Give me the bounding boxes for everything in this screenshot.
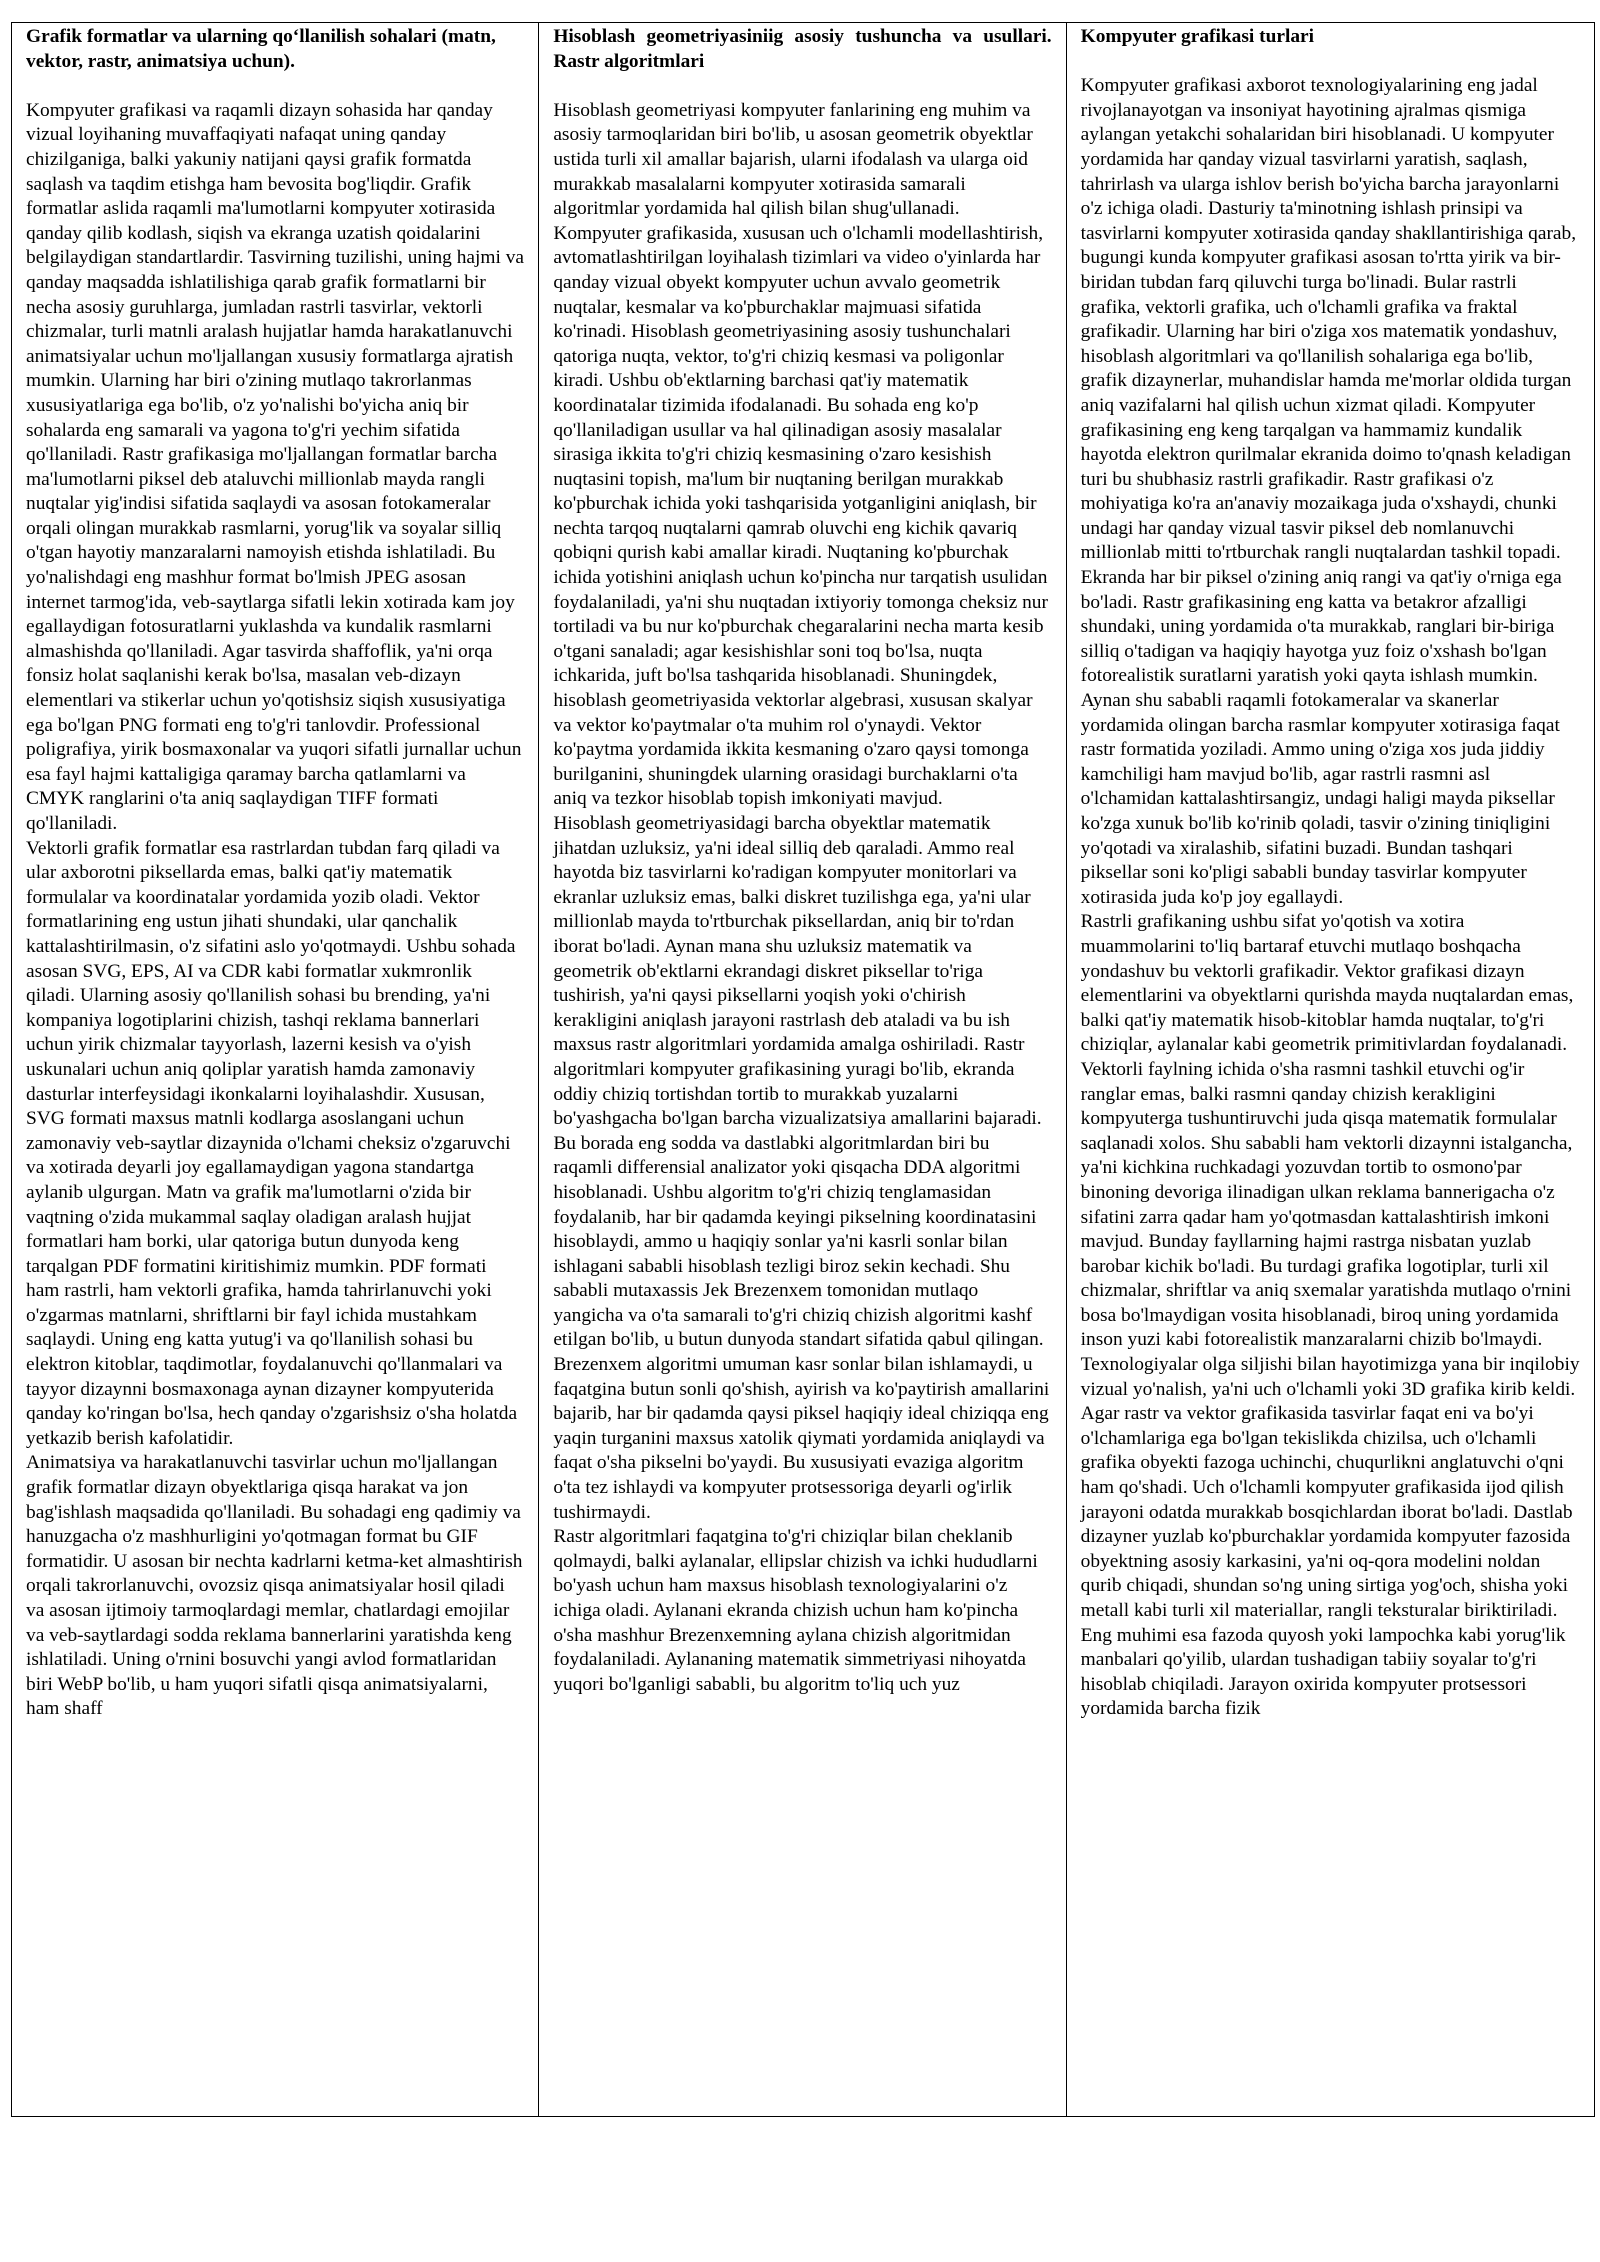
column-computational-geometry bbox=[538, 23, 1065, 2116]
column-graphics-types bbox=[1066, 23, 1594, 2116]
paragraph: Hisoblash geometriyasi kompyuter fanlarining eng muhim va asosiy tarmoqlaridan biri bo'lib, u asosan geometrik obyektlar ustida turli xil amallar bajarish, ularni ifodalash va ularga oid murakkab masalalarni kompyuter xotirasida samarali algoritmlar yordamida hal qilish bilan shug'ullanadi. Kompyuter grafikasida, xususan uch o'lchamli modellashtirish, avtomatlashtirilgan loyihalash tizimlari va video o'yinlarda har qanday vizual obyekt kompyuter uchun avvalo geometrik nuqtalar, kesmalar va ko'pburchaklar majmuasi sifatida ko'rinadi. Hisoblash geometriyasining asosiy tushunchalari qatoriga nuqta, vektor, to'g'ri chiziq kesmasi va poligonlar kiradi. Ushbu ob'ektlarning barchasi qat'iy matematik koordinatalar tizimida ifodalanadi. Bu sohada eng ko'p qo'llaniladigan usullar va hal qilinadigan asosiy masalalar sirasiga ikkita to'g'ri chiziq kesmasining o'zaro kesishish nuqtasini topish, ma'lum bir nuqtaning berilgan murakkab ko'pburchak ichida yoki tashqarisida yotganligini aniqlash, bir nechta tarqoq nuqtalarni qamrab oluvchi eng kichik qavariq qobiqni qurish kabi amallar kiradi. Nuqtaning ko'pburchak ichida yotishini aniqlash uchun ko'pincha nur tarqatish usulidan foydalaniladi, ya'ni shu nuqtadan ixtiyoriy tomonga cheksiz nur tortiladi va bu nur ko'pburchak chegaralarini necha marta kesib o'tgani sanaladi; agar kesishishlar soni toq bo'lsa, nuqta ichkarida, juft bo'lsa tashqarida hisoblanadi. Shuningdek, hisoblash geometriyasida vektorlar algebrasi, xususan skalyar va vektor ko'paytmalar o'ta muhim rol o'ynaydi. Vektor ko'paytma yordamida ikkita kesmaning o'zaro qaysi tomonga burilganini, shuningdek ularning orasidagi burchaklarni o'ta aniq va tezkor hisoblab topish imkoniyati mavjud. bbox=[553, 99, 1048, 810]
column-title: Grafik formatlar va ularning qo‘llanilish sohalari (matn, vektor, rastr, animatsiya uchun). bbox=[26, 26, 496, 72]
paragraph: Animatsiya va harakatlanuvchi tasvirlar uchun mo'ljallangan grafik formatlar dizayn obyektlariga qisqa harakat va jon bag'ishlash maqsadida qo'llaniladi. Bu sohadagi eng qadimiy va hanuzgacha o'z mashhurligini yo'qotmagan format bu GIF formatidir. U asosan bir nechta kadrlarni ketma-ket almashtirish orqali takrorlanuvchi, ovozsiz qisqa animatsiyalar hosil qiladi va asosan ijtimoiy tarmoqlardagi memlar, chatlardagi emojilar va veb-saytlardagi sodda reklama bannerlarini yaratishda keng ishlatiladi. Uning o'rnini bosuvchi yangi avlod formatlaridan biri WebP bo'lib, u ham yuqori sifatli qisqa animatsiyalarni, ham shaff bbox=[26, 1452, 523, 1720]
paragraph: Texnologiyalar olga siljishi bilan hayotimizga yana bir inqilobiy vizual yo'nalish, ya'ni uch o'lchamli yoki 3D grafika kirib keldi. Agar rastr va vektor grafikasida tasvirlar faqat eni va bo'yi o'lchamlariga ega bo'lgan tekislikda chizilsa, uch o'lchamli grafika obyekti fazoga uchinchi, chuqurlikni anglatuvchi o'qni ham qo'shadi. Uch o'lchamli kompyuter grafikasida ijod qilish jarayoni odatda murakkab bosqichlardan iborat bo'ladi. Dastlab dizayner yuzlab ko'pburchaklar yordamida kompyuter fazosida obyektning asosiy karkasini, ya'ni oq-qora modelini noldan qurib chiqadi, shundan so'ng uning sirtiga yog'och, shisha yoki metall kabi turli xil materiallar, rangli teksturalar biriktiriladi. Eng muhimi esa fazoda quyosh yoki lampochka kabi yorug'lik manbalari qo'yilib, ulardan tushadigan tabiiy soyalar to'g'ri hisoblab chiqiladi. Jarayon oxirida kompyuter protsessori yordamida barcha fizik bbox=[1080, 1354, 1580, 1720]
paragraph: Kompyuter grafikasi axborot texnologiyalarining eng jadal rivojlanayotgan va insoniyat hayotining ajralmas qismiga aylangan yetakchi sohalaridan biri hisoblanadi. U kompyuter yordamida har qanday vizual tasvirlarni yaratish, saqlash, tahrirlash va ularga ishlov berish bo'yicha barcha jarayonlarni o'z ichiga oladi. Dasturiy ta'minotning ishlash prinsipi va tasvirlarni kompyuter xotirasida qanday shakllantirishiga qarab, bugungi kunda kompyuter grafikasi asosan to'rtta yirik va bir-biridan tubdan farq qiluvchi turga bo'linadi. Bular rastrli grafika, vektorli grafika, uch o'lchamli grafika va fraktal grafikadir. Ularning har biri o'ziga xos matematik yondashuv, hisoblash algoritmlari va qo'llanilish sohalariga ega bo'lib, grafik dizaynerlar, muhandislar hamda me'morlar oldida turgan aniq vazifalarni hal qilish uchun xizmat qiladi. Kompyuter grafikasining eng keng tarqalgan va hammamiz kundalik hayotda elektron qurilmalar ekranida doimo to'qnash keladigan turi bu shubhasiz rastrli grafikadir. Rastr grafikasi o'z mohiyatiga ko'ra an'anaviy mozaikaga juda o'xshaydi, chunki undagi har qanday vizual tasvir piksel deb nomlanuvchi millionlab mitti to'rtburchak rangli nuqtalardan tashkil topadi. Ekranda har bir piksel o'zining aniq rangi va qat'iy o'rniga ega bo'ladi. Rastr grafikasining eng katta va betakror afzalligi shundaki, uning yordamida o'ta murakkab, ranglari bir-biriga silliq o'tadigan va haqiqiy hayotga yuz foiz o'xshash bo'lgan fotorealistik suratlarni yaratish yoki qayta ishlash mumkin. Aynan shu sababli raqamli fotokameralar va skanerlar yordamida olingan barcha rasmlar kompyuter xotirasiga faqat rastr formatida yoziladi. Ammo uning o'ziga xos juda jiddiy kamchiligi ham mavjud bo'lib, agar rastrli rasmni asl o'lchamidan kattalashtirsangiz, undagi haligi mayda piksellar ko'zga xunuk bo'lib ko'rinib qoladi, tasvir o'zining tiniqligini yo'qotadi va xiralashib, sifatini buzadi. Bundan tashqari piksellar soni ko'pligi sababli bunday tasvirlar kompyuter xotirasida juda ko'p joy egallaydi. bbox=[1080, 75, 1577, 908]
paragraph: Kompyuter grafikasi va raqamli dizayn sohasida har qanday vizual loyihaning muvaffaqiyati nafaqat uning qanday chizilganiga, balki yakuniy natijani qaysi grafik formatda saqlash va taqdim etishga ham bevosita bog'liqdir. Grafik formatlar aslida raqamli ma'lumotlarni kompyuter xotirasida qanday qilib kodlash, siqish va ekranga uzatish qoidalarini belgilaydigan standartlardir. Tasvirning tuzilishi, uning hajmi va qanday maqsadda ishlatilishiga qarab grafik formatlarni bir necha asosiy guruhlarga, jumladan rastrli tasvirlar, vektorli chizmalar, turli matnli aralash hujjatlar hamda harakatlanuvchi animatsiyalar uchun mo'ljallangan xususiy formatlarga ajratish mumkin. Ularning har biri o'zining mutlaqo takrorlanmas xususiyatlariga ega bo'lib, o'z yo'nalishi bo'yicha aniq bir sohalarda eng samarali va yagona to'g'ri yechim sifatida qo'llaniladi. Rastr grafikasiga mo'ljallangan formatlar barcha ma'lumotlarni piksel deb ataluvchi millionlab mayda rangli nuqtalar yig'indisi sifatida saqlaydi va asosan fotokameralar orqali olingan murakkab rasmlarni, yorug'lik va soyalar silliq o'tgan hayotiy manzaralarni namoyish etishda ishlatiladi. Bu yo'nalishdagi eng mashhur format bo'lmish JPEG asosan internet tarmog'ida, veb-saytlarga sifatli lekin xotirada kam joy egallaydigan fotosuratlarni yuklashda va kundalik rasmlarni almashishda qo'llaniladi. Agar tasvirda shaffoflik, ya'ni orqa fonsiz holat saqlanishi kerak bo'lsa, masalan veb-dizayn elementlari va stikerlar uchun yo'qotishsiz siqish xususiyatiga ega bo'lgan PNG formati eng to'g'ri tanlovdir. Professional poligrafiya, yirik bosmaxonalar va yuqori sifatli jurnallar uchun esa fayl hajmi kattaligiga qaramay barcha qatlamlarni va CMYK ranglarini o'ta aniq saqlaydigan TIFF formati qo'llaniladi. bbox=[26, 99, 525, 834]
column-title: Kompyuter grafikasi turlari bbox=[1080, 26, 1315, 47]
paragraph: Vektorli grafik formatlar esa rastrlardan tubdan farq qiladi va ular axborotni piksellarda emas, balki qat'iy matematik formulalar va koordinatalar yordamida yozib oladi. Vektor formatlarining eng ustun jihati shundaki, ular qanchalik kattalashtirilmasin, o'z sifatini aslo yo'qotmaydi. Ushbu sohada asosan SVG, EPS, AI va CDR kabi formatlar xukmronlik qiladi. Ularning asosiy qo'llanilish sohasi bu brending, ya'ni kompaniya logotiplarini chizish, tashqi reklama bannerlari uchun yirik chizmalar tayyorlash, lazerni kesish va o'yish uskunalari uchun aniq qoliplar yaratish hamda zamonaviy dasturlar interfeysidagi ikonkalarni loyihalashdir. Xususan, SVG formati maxsus matnli kodlarga asoslangani uchun zamonaviy veb-saytlar dizaynida o'lchami cheksiz o'zgaruvchi va xotirada deyarli joy egallamaydigan yagona standartga aylanib ulgurgan. Matn va grafik ma'lumotlarni o'zida bir vaqtning o'zida mukammal saqlay oladigan aralash hujjat formatlari ham borki, ular qatoriga butun dunyoda keng tarqalgan PDF formatini kiritishimiz mumkin. PDF formati ham rastrli, ham vektorli grafika, hamda tahrirlanuvchi yoki o'zgarmas matnlarni, shriftlarni bir fayl ichida mustahkam saqlaydi. Uning eng katta yutug'i va qo'llanilish sohasi bu elektron kitoblar, taqdimotlar, foydalanuvchi qo'llanmalari va tayyor dizaynni bosmaxonaga aynan dizayner kompyuterida qanday ko'ringan bo'lsa, hech qanday o'zgarishsiz o'sha holatda yetkazib berish kafolatidir. bbox=[26, 837, 518, 1449]
three-column-table bbox=[11, 22, 1595, 2117]
paragraph: Rastr algoritmlari faqatgina to'g'ri chiziqlar bilan cheklanib qolmaydi, balki aylanalar, ellipslar chizish va ichki hududlarni bo'yash uchun ham maxsus hisoblash texnologiyalarini o'z ichiga oladi. Aylanani ekranda chizish uchun ham ko'pincha o'sha mashhur Brezenxemning aylana chizish algoritmidan foydalaniladi. Aylananing matematik simmetriyasi nihoyatda yuqori bo'lganligi sababli, bu algoritm to'liq uch yuz bbox=[553, 1526, 1038, 1695]
paragraph: Rastrli grafikaning ushbu sifat yo'qotish va xotira muammolarini to'liq bartaraf etuvchi mutlaqo boshqacha yondashuv bu vektorli grafikadir. Vektor grafikasi dizayn elementlarini va obyektlarni qurishda mayda nuqtalardan emas, balki qat'iy matematik hisob-kitoblar hamda nuqtalar, to'g'ri chiziqlar, aylanalar kabi geometrik primitivlardan foydalanadi. Vektorli faylning ichida o'sha rasmni tashkil etuvchi og'ir ranglar emas, balki rasmni qanday chizish kerakligini kompyuterga tushuntiruvchi juda qisqa matematik formulalar saqlanadi xolos. Shu sababli ham vektorli dizaynni istalgancha, ya'ni kichkina ruchkadagi yozuvdan tortib to osmono'par binoning devoriga ilinadigan ulkan reklama bannerigacha o'z sifatini zarra qadar ham yo'qotmasdan kattalashtirish imkoni mavjud. Bunday fayllarning hajmi rastrga nisbatan yuzlab barobar kichik bo'ladi. Bu turdagi grafika logotiplar, turli xil chizmalar, shriftlar va aniq sxemalar yaratishda mutlaqo o'rnini bosa bo'lmaydigan vosita hisoblanadi, biroq uning yordamida inson yuzi kabi fotorealistik manzaralarni chizib bo'lmaydi. bbox=[1080, 911, 1574, 1351]
column-title: Hisoblash geometriyasiniig asosiy tushuncha va usullari. Rastr algoritmlari bbox=[553, 26, 1052, 72]
paragraph: Hisoblash geometriyasidagi barcha obyektlar matematik jihatdan uzluksiz, ya'ni ideal silliq deb qaraladi. Ammo real hayotda biz tasvirlarni ko'radigan kompyuter monitorlari va ekranlar uzluksiz emas, balki diskret tuzilishga ega, ya'ni ular millionlab mayda to'rtburchak piksellardan, aniq bir to'rdan iborat bo'ladi. Aynan mana shu uzluksiz matematik va geometrik ob'ektlarni ekrandagi diskret piksellar to'riga tushirish, ya'ni qaysi piksellarni yoqish yoki o'chirish kerakligini aniqlash jarayoni rastrlash deb ataladi va bu ish maxsus rastr algoritmlari yordamida amalga oshiriladi. Rastr algoritmlari kompyuter grafikasining yuragi bo'lib, ekranda oddiy chiziq tortishdan tortib to murakkab yuzalarni bo'yashgacha bo'lgan barcha vizualizatsiya amallarini bajaradi. Bu borada eng sodda va dastlabki algoritmlardan biri bu raqamli differensial analizator yoki qisqacha DDA algoritmi hisoblanadi. Ushbu algoritm to'g'ri chiziq tenglamasidan foydalanib, har bir qadamda keyingi pikselning koordinatasini hisoblaydi, ammo u haqiqiy sonlar ya'ni kasrli sonlar bilan ishlagani sababli hisoblash tezligi biroz sekin kechadi. Shu sababli mutaxassis Jek Brezenxem tomonidan mutlaqo yangicha va o'ta samarali to'g'ri chiziq chizish algoritmi kashf etilgan bo'lib, u butun dunyoda standart sifatida qabul qilingan. Brezenxem algoritmi umuman kasr sonlar bilan ishlamaydi, u faqatgina butun sonli qo'shish, ayirish va ko'paytirish amallarini bajarib, har bir qadamda qaysi piksel haqiqiy ideal chiziqqa eng yaqin turganini maxsus xatolik qiymati yordamida aniqlaydi va faqat o'sha pikselni bo'yaydi. Bu xususiyati evaziga algoritm o'ta tez ishlaydi va kompyuter protsessoriga deyarli og'irlik tushirmaydi. bbox=[553, 813, 1050, 1523]
column-graphic-formats bbox=[12, 23, 538, 2116]
